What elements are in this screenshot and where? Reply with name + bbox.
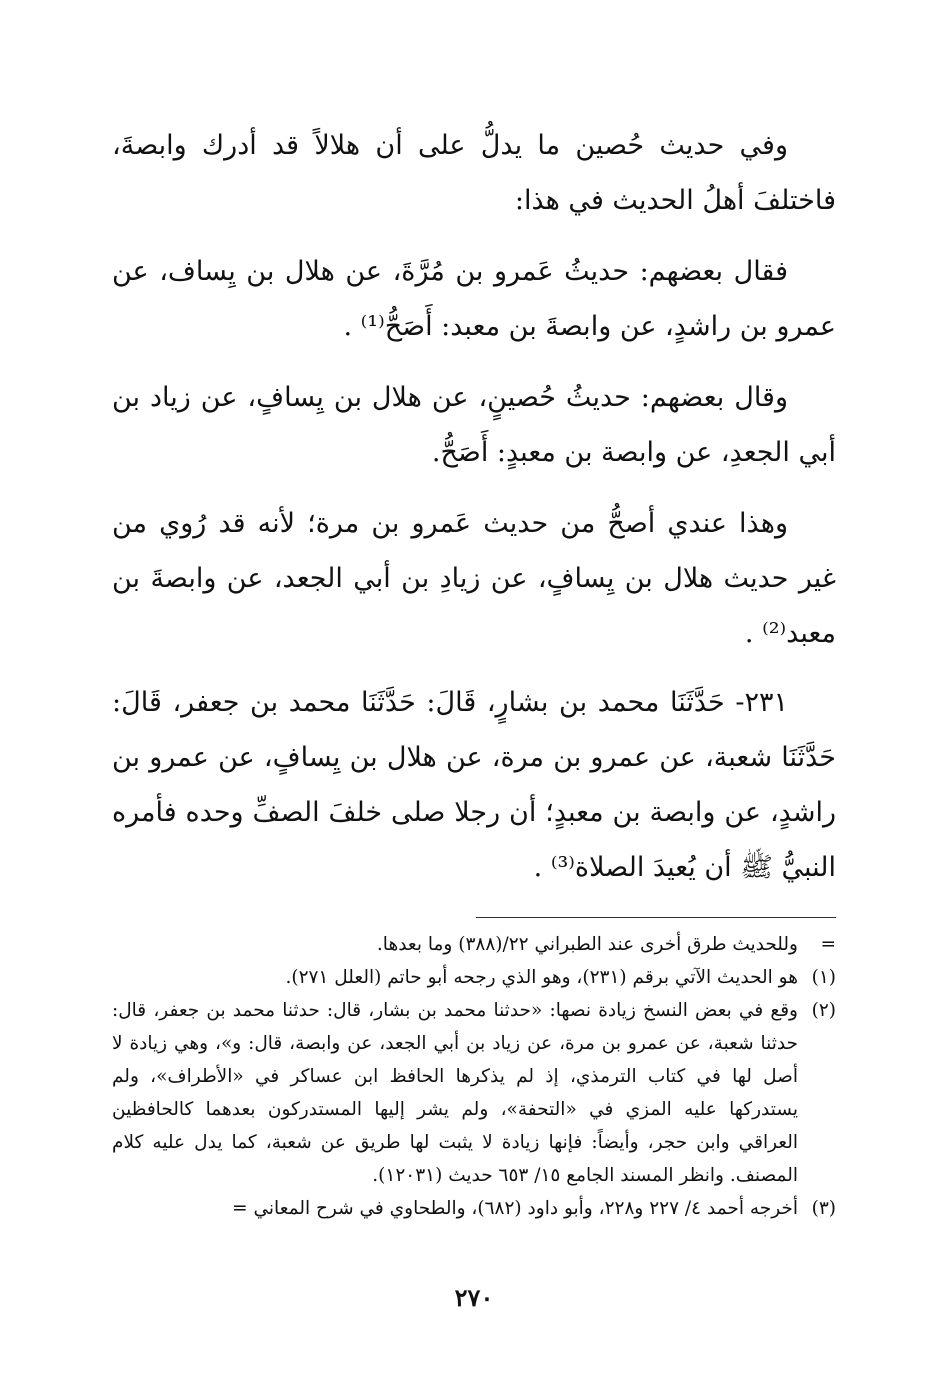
footnote-1-number: (١) <box>811 967 836 988</box>
page-content <box>112 118 836 1382</box>
footnotes <box>112 928 836 1225</box>
paragraph-opinion-1: فقال بعضهم: حديثُ عَمرو بن مُرَّةَ، عن هلال بن يِساف، عن عمرو بن راشدٍ، عن وابصةَ بن معبد: أَصَحُّ⁽¹⁾ . <box>112 256 836 342</box>
footnote-continuation <box>112 928 836 961</box>
paragraph-intro: وفي حديث حُصين ما يدلُّ على أن هلالاً قد أدرك وابصةَ، فاختلفَ أهلُ الحديث في هذا: <box>112 130 836 216</box>
footnote-2-text: وقع في بعض النسخ زيادة نصها: «حدثنا محمد بن بشار، قال: حدثنا محمد بن جعفر، قال: حدثنا شعبة، عن عمرو بن مرة، عن زياد بن أبي الجعد، عن وابصة، قال: و»، وهي زيادة لا أصل لها في كتاب الترمذي، إذ لم يذكرها الحافظ ابن عساكر في «الأطراف»، ولم يستدركها عليه المزي في «التحفة»، ولم يشر إليها المستدركون بعدهما كالحافظين العراقي وابن حجر، وأيضاً: فإنها زيادة لا يثبت لها طريق عن شعبة، كما يدل عليه كلام المصنف. وانظر المسند الجامع ١٥/ ٦٥٣ حديث (١٢٠٣١). <box>112 1000 798 1186</box>
paragraph-opinion-2: وقال بعضهم: حديثُ حُصينٍ، عن هلال بن يِسافٍ، عن زياد بن أبي الجعدِ، عن وابصة بن معبدٍ: أَصَحُّ. <box>112 382 836 468</box>
footnote-2 <box>112 994 836 1192</box>
footnote-divider <box>476 917 836 918</box>
footnote-3-number: (٣) <box>811 1198 836 1219</box>
footnote-continuation-text: وللحديث طرق أخرى عند الطبراني ٢٢/(٣٨٨) وما بعدها. <box>376 934 798 955</box>
footnote-3-text: أخرجه أحمد ٤/ ٢٢٧ و٢٢٨، وأبو داود (٦٨٢)، والطحاوي في شرح المعاني = <box>232 1198 798 1219</box>
continuation-mark: = <box>820 934 836 955</box>
footnote-2-number: (٢) <box>811 1000 836 1021</box>
footnote-3 <box>112 1192 836 1225</box>
hadith-231: ٢٣١- حَدَّثَنَا محمد بن بشارٍ، قَالَ: حَدَّثَنَا محمد بن جعفر، قَالَ: حَدَّثَنَا شعبة، عن عمرو بن مرة، عن هلال بن يِسافٍ، عن عمرو بن راشدٍ، عن وابصة بن معبدٍ؛ أن رجلا صلى خلفَ الصفِّ وحده فأمره النبيُّ ﷺ أن يُعيدَ الصلاة⁽³⁾ . <box>112 687 836 883</box>
footnote-1 <box>112 961 836 994</box>
paragraph-author-view: وهذا عندي أصحُّ من حديث عَمرو بن مرة؛ لأنه قد رُوي من غير حديث هلال بن يِسافٍ، عن زيادِ بن أبي الجعد، عن وابصةَ بن معبد⁽²⁾ . <box>112 508 836 649</box>
footnote-1-text: هو الحديث الآتي برقم (٢٣١)، وهو الذي رجحه أبو حاتم (العلل ٢٧١). <box>285 967 798 988</box>
page-number: ٢٧٠ <box>454 1283 494 1312</box>
footnote-divider-wrap <box>112 895 836 928</box>
